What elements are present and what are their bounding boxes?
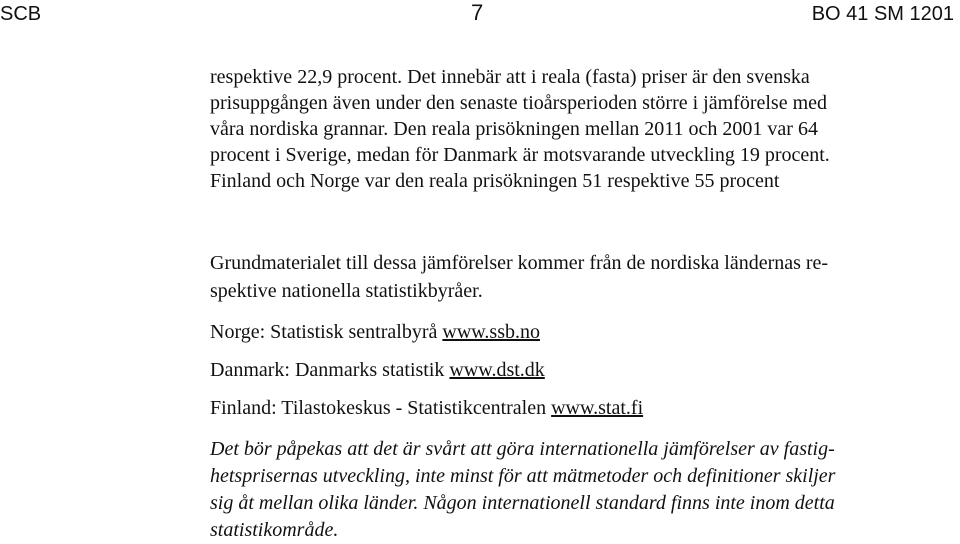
- source-denmark: [210, 358, 545, 382]
- paragraph-price-growth: [210, 64, 935, 194]
- header-organization: SCB: [0, 3, 42, 25]
- source-norway-label: Norge: Statistisk sentralbyrå: [210, 321, 443, 343]
- text-line: Grundmaterialet till dessa jämförelser kommer från de nordiska ländernas re-: [210, 252, 829, 274]
- page-number: 7: [471, 0, 484, 25]
- stat-fi-link[interactable]: www.stat.fi: [551, 397, 644, 419]
- dst-link[interactable]: www.dst.dk: [449, 359, 545, 381]
- text-line: hetsprisernas utveckling, inte minst för att mätmetoder och definitioner skiljer: [210, 465, 836, 487]
- ssb-link[interactable]: www.ssb.no: [442, 321, 540, 343]
- text-line: sig åt mellan olika länder. Någon internationell standard finns inte inom detta: [210, 492, 835, 514]
- source-finland-label: Finland: Tilastokeskus - Statistikcentralen: [210, 397, 552, 419]
- source-norway: [210, 320, 540, 344]
- source-finland: [210, 396, 643, 420]
- text-line: prisuppgången även under den senaste tioårsperioden större i jämförelse med: [210, 92, 828, 114]
- text-line: spektive nationella statistikbyråer.: [210, 280, 483, 302]
- paragraph-source-material: [210, 249, 935, 305]
- text-line: Det bör påpekas att det är svårt att göra internationella jämförelser av fastig-: [210, 438, 835, 460]
- note-paragraph: [210, 436, 938, 544]
- report-code: BO 41 SM 1201: [811, 3, 954, 25]
- text-line: respektive 22,9 procent. Det innebär att i reala (fasta) priser är den svenska: [210, 66, 810, 88]
- text-line: våra nordiska grannar. Den reala prisökningen mellan 2011 och 2001 var 64: [210, 118, 818, 140]
- text-line: Finland och Norge var den reala prisökningen 51 respektive 55 procent: [210, 170, 780, 192]
- text-line: procent i Sverige, medan för Danmark är motsvarande utveckling 19 procent.: [210, 144, 830, 166]
- source-denmark-label: Danmark: Danmarks statistik: [210, 359, 450, 381]
- text-line: statistikområde.: [210, 519, 339, 541]
